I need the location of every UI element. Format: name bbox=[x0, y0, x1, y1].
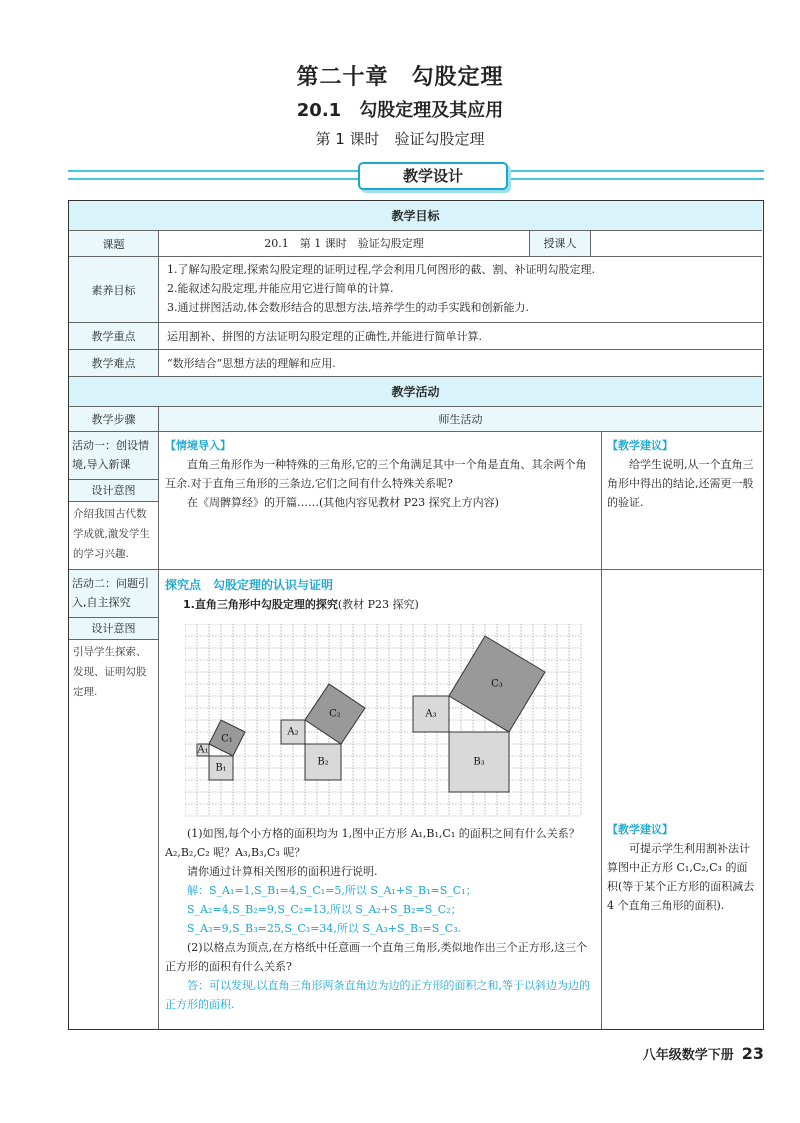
book-name: 八年级数学下册 bbox=[642, 1048, 734, 1063]
chapter-title: 第二十章 勾股定理 bbox=[296, 65, 504, 90]
literacy-item: 3.通过拼图活动,体会数形结合的思想方法,培养学生的动手实践和创新能力. bbox=[167, 301, 529, 314]
inquiry-point-title: 探究点 勾股定理的认识与证明 bbox=[165, 578, 334, 592]
teacher-student-label: 师生活动 bbox=[438, 413, 483, 426]
activity2-side bbox=[69, 570, 159, 1029]
suggest-text: 给学生说明,从一个直角三角形中得出的结论,还需更一般的验证. bbox=[607, 458, 754, 509]
topic-label: 课题 bbox=[69, 231, 159, 256]
answer-line-4: 答：可以发现,以直角三角形两条直角边为边的正方形的面积之和,等于以斜边为边的正方形的面积. bbox=[165, 979, 590, 1011]
answer-line-1: 解：S_A₁=1,S_B₁=4,S_C₁=5,所以 S_A₁+S_B₁=S_C₁； bbox=[187, 884, 477, 897]
activity1-main bbox=[165, 432, 595, 569]
question-1-hint: 请你通过计算相关图形的面积进行说明. bbox=[187, 865, 378, 878]
footer bbox=[643, 1044, 764, 1063]
inquiry-subtitle-ref: (教材 P23 探究) bbox=[337, 598, 419, 611]
activity1-row bbox=[69, 432, 762, 570]
key-row bbox=[69, 323, 762, 350]
suggest-tag: 【教学建议】 bbox=[607, 823, 673, 836]
activity1-suggest bbox=[607, 432, 757, 569]
literacy-label: 素养目标 bbox=[69, 257, 159, 322]
answer-line-3: S_A₃=9,S_B₃=25,S_C₃=34,所以 S_A₃+S_B₃=S_C₃. bbox=[187, 922, 462, 935]
activity2-row bbox=[69, 570, 762, 1029]
literacy-list bbox=[167, 257, 757, 322]
divider bbox=[601, 570, 602, 1029]
answer-line-2: S_A₂=4,S_B₂=9,S_C₂=13,所以 S_A₂+S_B₂=S_C₂； bbox=[187, 903, 462, 916]
figure-label: C₁ bbox=[221, 733, 233, 745]
activity1-intent-label: 设计意图 bbox=[69, 480, 158, 502]
figure-label: A₂ bbox=[287, 726, 299, 738]
activity2-questions bbox=[165, 824, 597, 1029]
literacy-row bbox=[69, 257, 762, 323]
suggest-tag: 【教学建议】 bbox=[607, 439, 673, 452]
goals-heading: 教学目标 bbox=[69, 201, 762, 231]
activity2-name: 活动二：问题引入,自主探究 bbox=[69, 570, 158, 618]
grid-figure bbox=[185, 624, 585, 820]
inquiry-subtitle-text: 1.直角三角形中勾股定理的探究 bbox=[183, 598, 338, 611]
figure-label: C₃ bbox=[491, 678, 503, 690]
key-label: 教学重点 bbox=[69, 323, 159, 349]
topic-row bbox=[69, 231, 762, 257]
figure-label: B₁ bbox=[215, 762, 227, 774]
situation-tag: 【情境导入】 bbox=[165, 439, 231, 452]
topic-value: 20.1 第 1 课时 验证勾股定理 bbox=[264, 237, 424, 250]
lesson-title: 第 1 课时 验证勾股定理 bbox=[315, 130, 485, 148]
activity2-intent-text: 引导学生探索、发现、证明勾股定理. bbox=[73, 646, 147, 698]
difficulty-label: 教学难点 bbox=[69, 350, 159, 376]
page-number: 23 bbox=[741, 1044, 764, 1063]
key-value: 运用割补、拼图的方法证明勾股定理的正确性,并能进行简单计算. bbox=[167, 330, 482, 343]
question-2: (2)以格点为顶点,在方格纸中任意画一个直角三角形,类似地作出三个正方形,这三个正方形的面积有什么关系? bbox=[165, 941, 588, 973]
banner bbox=[68, 162, 764, 190]
lesson-table bbox=[68, 200, 764, 1030]
activity1-name: 活动一：创设情境,导入新课 bbox=[69, 432, 158, 480]
question-1: (1)如图,每个小方格的面积均为 1,图中正方形 A₁,B₁,C₁ 的面积之间有什么关系？A₂,B₂,C₂ 呢？A₃,B₃,C₃ 呢？ bbox=[165, 827, 580, 859]
activity2-intent-label: 设计意图 bbox=[69, 618, 158, 640]
figure-label: C₂ bbox=[329, 708, 341, 720]
banner-tag: 教学设计 bbox=[358, 162, 508, 190]
steps-header-row bbox=[69, 407, 762, 432]
figure-label: A₁ bbox=[197, 744, 209, 756]
activity1-para1: 直角三角形作为一种特殊的三角形,它的三个角满足其中一个角是直角、其余两个角互余.对于直角三角形的三条边,它们之间有什么特殊关系呢? bbox=[165, 458, 587, 490]
activities-heading: 教学活动 bbox=[69, 377, 762, 407]
teacher-label: 授课人 bbox=[530, 231, 590, 256]
figure-label: B₂ bbox=[317, 756, 329, 768]
teacher-value bbox=[591, 231, 761, 256]
divider bbox=[601, 432, 602, 569]
activity1-para2: 在《周髀算经》的开篇……(其他内容见教材 P23 探究上方内容) bbox=[187, 496, 499, 509]
activity1-intent-text: 介绍我国古代数学成就,激发学生的学习兴趣. bbox=[73, 508, 150, 560]
figure-label: A₃ bbox=[425, 708, 437, 720]
activity2-suggest bbox=[607, 820, 757, 1029]
literacy-item: 2.能叙述勾股定理,并能应用它进行简单的计算. bbox=[167, 282, 394, 295]
difficulty-row bbox=[69, 350, 762, 377]
steps-label: 教学步骤 bbox=[69, 407, 159, 431]
activity1-side bbox=[69, 432, 159, 570]
literacy-item: 1.了解勾股定理,探索勾股定理的证明过程,学会利用几何图形的截、割、补证明勾股定理. bbox=[167, 263, 595, 276]
suggest-text: 可提示学生利用割补法计算图中正方形 C₁,C₂,C₃ 的面积(等于某个正方形的面积减去 4 个直角三角形的面积). bbox=[607, 842, 755, 912]
section-title: 20.1 勾股定理及其应用 bbox=[296, 100, 504, 121]
figure-label: B₃ bbox=[473, 756, 485, 768]
difficulty-value: “数形结合”思想方法的理解和应用. bbox=[167, 357, 336, 370]
inquiry-subtitle bbox=[165, 595, 597, 614]
